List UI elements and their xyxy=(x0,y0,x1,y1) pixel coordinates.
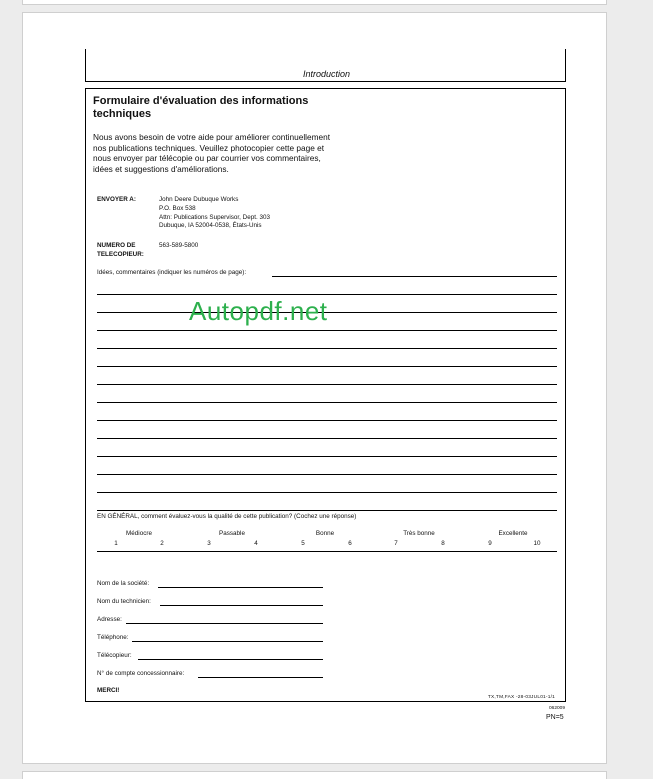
dealer-account-field[interactable] xyxy=(198,677,323,678)
rating-option[interactable]: 2 xyxy=(160,540,164,547)
rating-word: Passable xyxy=(219,530,245,537)
ideas-line[interactable] xyxy=(97,348,557,349)
dealer-account-label: N° de compte concessionnaire: xyxy=(97,670,185,677)
ideas-line[interactable] xyxy=(97,384,557,385)
ideas-line[interactable] xyxy=(97,510,557,511)
company-name-label: Nom de la société: xyxy=(97,580,150,587)
document-page xyxy=(22,12,607,764)
rating-option[interactable]: 10 xyxy=(533,540,541,547)
rating-option[interactable]: 1 xyxy=(114,540,118,547)
previous-page-edge xyxy=(22,0,607,5)
ideas-line[interactable] xyxy=(97,294,557,295)
section-title: Introduction xyxy=(302,69,350,79)
mailing-address xyxy=(159,196,270,231)
phone-label: Téléphone: xyxy=(97,634,129,641)
company-name-field[interactable] xyxy=(158,587,323,588)
rating-option[interactable]: 7 xyxy=(394,540,398,547)
rating-word: Très bonne xyxy=(403,530,435,537)
address-line: Dubuque, IA 52004-0538, États-Unis xyxy=(159,222,262,230)
ideas-line[interactable] xyxy=(97,474,557,475)
ideas-line[interactable] xyxy=(272,276,557,277)
rating-word: Médiocre xyxy=(126,530,152,537)
evaluation-form xyxy=(85,88,566,702)
form-intro: Nous avons besoin de votre aide pour améliorer continuellement nos publications techniques. Veuillez photocopier cette page et nous envoyer par télécopie ou par courrier vos commentaires, idées et suggestions d'améliorations. xyxy=(93,132,331,174)
ideas-label: Idées, commentaires (indiquer les numéros de page): xyxy=(97,269,247,276)
rating-word: Bonne xyxy=(315,530,335,537)
page-header xyxy=(85,49,566,82)
ideas-line[interactable] xyxy=(97,456,557,457)
page-number: PN=5 xyxy=(546,714,564,721)
phone-field[interactable] xyxy=(132,641,323,642)
thanks-text: MERCI! xyxy=(97,687,120,694)
rating-scale-line xyxy=(97,551,557,552)
address-line: P.O. Box 538 xyxy=(159,204,196,212)
technician-name-field[interactable] xyxy=(160,605,323,606)
technician-name-label: Nom du technicien: xyxy=(97,598,151,605)
fax-field-label: Télécopieur: xyxy=(97,652,132,659)
rating-option[interactable]: 3 xyxy=(207,540,211,547)
ideas-line[interactable] xyxy=(97,492,557,493)
fax-label: NUMERO DE TELECOPIEUR: xyxy=(97,242,144,258)
next-page-edge xyxy=(22,771,607,779)
address-label: Adresse: xyxy=(97,616,122,623)
fax-number: 563-589-5800 xyxy=(159,242,199,249)
rating-option[interactable]: 8 xyxy=(441,540,445,547)
date-code: 062009 xyxy=(549,706,566,711)
ideas-line[interactable] xyxy=(97,438,557,439)
rating-word: Excellente xyxy=(498,530,528,537)
form-title: Formulaire d'évaluation des informations techniques xyxy=(93,95,309,120)
quality-question: EN GÉNÉRAL, comment évaluez-vous la qualité de cette publication? (Cochez une réponse) xyxy=(97,513,357,520)
ideas-line[interactable] xyxy=(97,420,557,421)
address-field[interactable] xyxy=(126,623,323,624)
ideas-line[interactable] xyxy=(97,330,557,331)
fax-field[interactable] xyxy=(138,659,323,660)
rating-option[interactable]: 9 xyxy=(488,540,492,547)
send-to-label: ENVOYER A: xyxy=(97,196,136,203)
ideas-line[interactable] xyxy=(97,402,557,403)
rating-option[interactable]: 6 xyxy=(348,540,352,547)
watermark: Autopdf.net xyxy=(189,296,328,326)
address-line: John Deere Dubuque Works xyxy=(159,196,239,203)
ideas-line[interactable] xyxy=(97,366,557,367)
document-code: TX,TM,FAX -28-03JUL01-1/1 xyxy=(487,695,555,700)
rating-option[interactable]: 5 xyxy=(301,540,305,547)
address-line: Attn: Publications Supervisor, Dept. 303 xyxy=(159,213,270,221)
rating-option[interactable]: 4 xyxy=(254,540,258,547)
